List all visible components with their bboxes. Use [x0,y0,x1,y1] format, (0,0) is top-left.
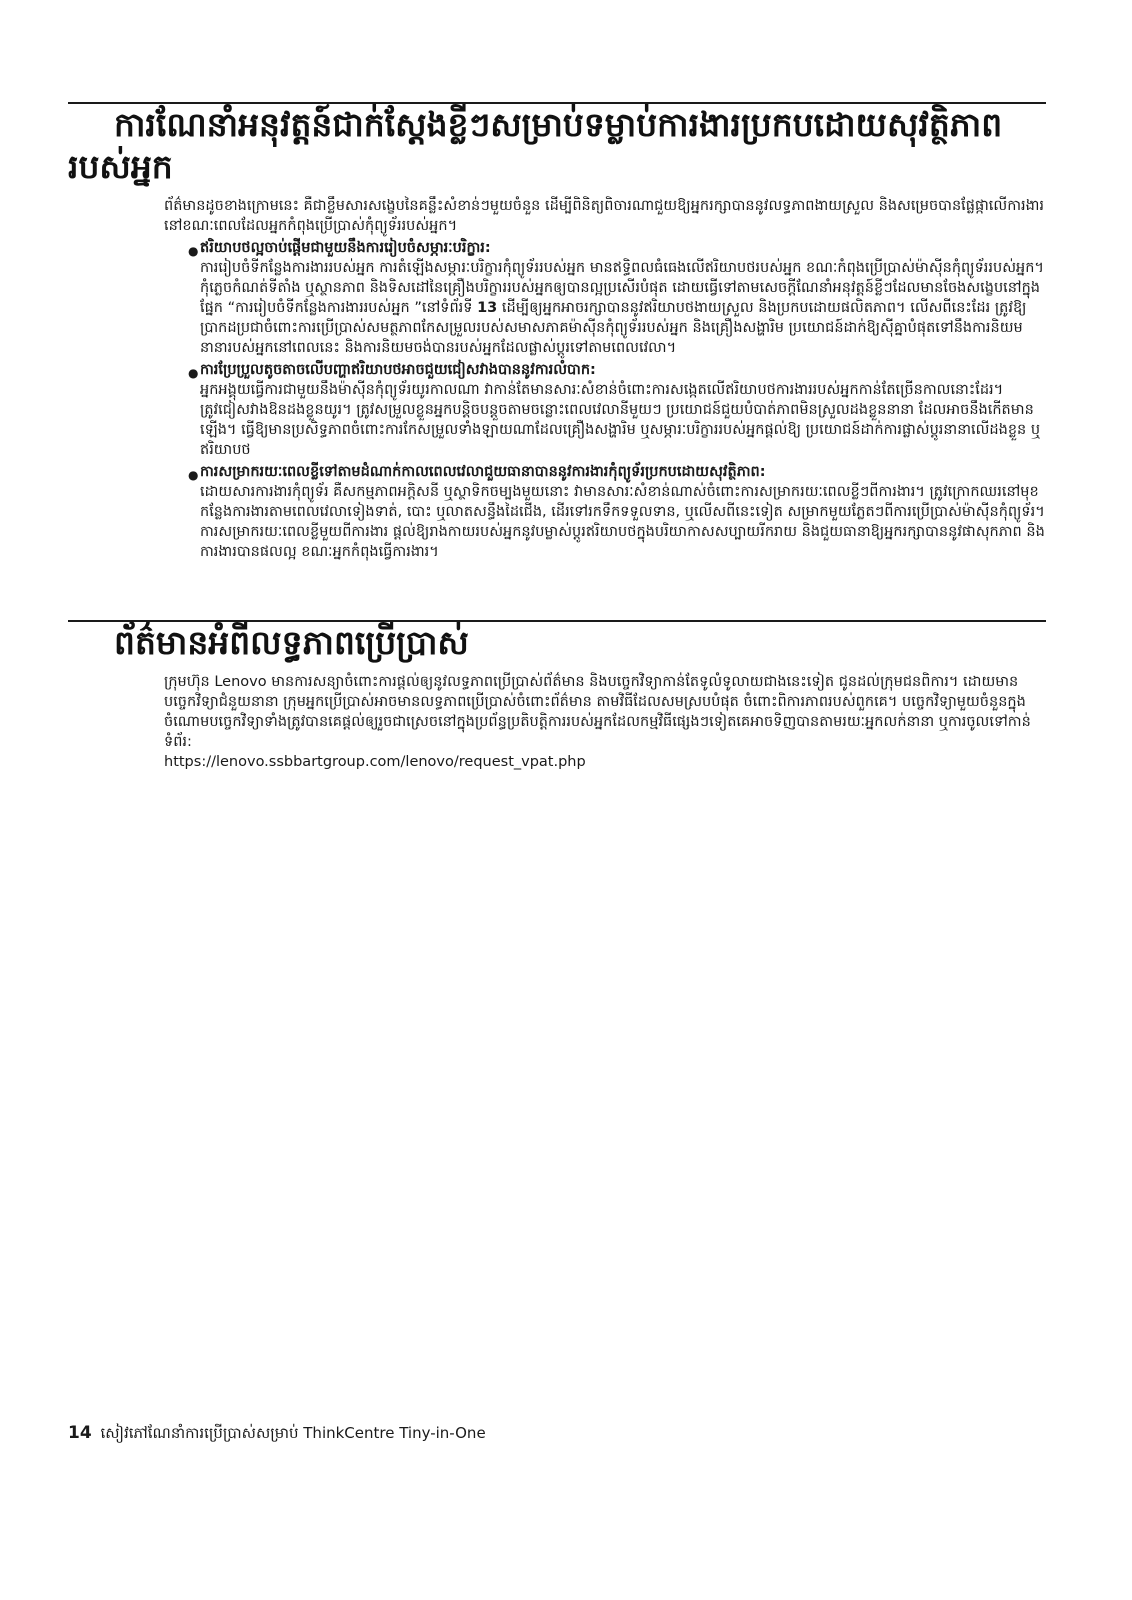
bullet-icon: ● [188,366,199,380]
tip-title: ការប្រែប្រួលតូចតាចលើបញ្ហាឥរិយាបថអាចជួយជៀសវាងបាននូវការលំបាក: [200,362,596,378]
tip-title: ឥរិយាបថល្អចាប់ផ្តើមជាមួយនឹងការរៀបចំសម្ភារៈបរិក្ខារ: [200,240,491,256]
list-item [188,238,1046,358]
accessibility-heading: ព័ត៌មានអំពីលទ្ធភាពប្រើប្រាស់ [114,623,469,662]
accessibility-text: ក្រុមហ៊ុន Lenovo មានការសន្យាចំពោះការផ្តល់ឲ្យនូវលទ្ធភាពប្រើប្រាស់ព័ត៌មាន និងបច្ចេកវិទ្យាកាន់តែទូលំទូលាយជាងនេះទៀត ជូនដល់ក្រុមជនពិការ។ ដោយមានបច្ចេកវិទ្យាជំនួយនានា ក្រុមអ្នកប្រើប្រាស់អាចមានលទ្ធភាពប្រើប្រាស់ចំពោះព័ត៌មាន តាមវិធីដែលសមស្របបំផុត ចំពោះពិការភាពរបស់ពួកគេ។ បច្ចេកវិទ្យាមួយចំនួនក្នុងចំណោមបច្ចេកវិទ្យាទាំងត្រូវបានគេផ្តល់ឲ្យរួចជាស្រេចនៅក្នុងប្រព័ន្ធប្រតិបត្តិការរបស់អ្នកដែលកម្មវិធីផ្សេងៗទៀតគេអាចទិញបានតាមរយៈអ្នកលក់នានា ឬការចូលទៅកាន់ទំព័រ: [164,674,1031,750]
ergonomics-body [164,196,1046,562]
page-reference-link[interactable]: 13 [477,300,498,316]
tip-body-before: ការរៀបចំទីកន្លែងការងាររបស់អ្នក ការតំឡើងសម្ភារៈបរិក្ខារកុំព្យូទ័ររបស់អ្នក មានឥទ្ធិពលធំធេងលើឥរិយាបថរបស់អ្នក ខណៈកំពុងប្រើប្រាស់ម៉ាស៊ីនកុំព្យូទ័ររបស់អ្នក។ កុំភ្លេចកំណត់ទីតាំង ឬស្ថានភាព និងទិសដៅនៃគ្រឿងបរិក្ខាររបស់អ្នកឲ្យបានល្អប្រសើរបំផុត ដោយធ្វើទៅតាមសេចក្តីណែនាំអនុវត្តន៍ខ្លីៗដែលមានចែងសង្ខេបនៅក្នុងផ្នែក “ការរៀបចំទីកន្លែងការងាររបស់អ្នក ”នៅទំព័រទី [200,260,1044,316]
ergonomics-intro: ព័ត៌មានដូចខាងក្រោមនេះ គឺជាខ្លឹមសារសង្ខេបនៃគន្លឹះសំខាន់ៗមួយចំនួន ដើម្បីពិនិត្យពិចារណាជួយឱ្យអ្នករក្សាបាននូវលទ្ធភាពងាយស្រួល និងសម្រេចបានផ្លែផ្កាលើការងារ នៅខណៈពេលដែលអ្នកកំពុងប្រើប្រាស់កុំព្យូទ័ររបស់អ្នក។ [164,198,1045,234]
page-footer [68,1422,486,1444]
tip-body: ដោយសារការងារកុំព្យូទ័រ គឺសកម្មភាពអក្តិសនី ឬស្ថាទិកចម្បងមួយនោះ វាមានសារៈសំខាន់ណាស់ចំពោះការសម្រាករយៈពេលខ្លីៗពីការងារ។ ត្រូវក្រោកឈរនៅមុខកន្លែងការងារតាមពេលវេលាទៀងទាត់, បោះ ឬលាតសន្ធឹងដៃជើង, ដើរទៅរកទឹកទទួលទាន, ឬលើសពីនេះទៀត សម្រាកមួយភ្លែតៗពីការប្រើប្រាស់ម៉ាស៊ីនកុំព្យូទ័រ។ ការសម្រាករយៈពេលខ្លីមួយពីការងារ ផ្តល់ឱ្យរាងកាយរបស់អ្នកនូវបម្លាស់ប្តូរឥរិយាបថក្នុងបរិយាកាសសប្បាយរីករាយ និងជួយធានាឱ្យអ្នករក្សាបាននូវផាសុកភាព និងការងារបានផលល្អ ខណៈអ្នកកំពុងធ្វើការងារ។ [200,484,1045,560]
ergonomics-tips-list [164,238,1046,562]
tip-title: ការសម្រាករយៈពេលខ្លីទៅតាមដំណាក់កាលពេលវេលាជួយធានាបាននូវការងារកុំព្យូទ័រប្រកបដោយសុវត្ថិភាព: [200,464,766,480]
list-item [188,462,1046,562]
list-item [188,360,1046,460]
tip-body [200,258,1046,358]
accessibility-section [68,620,1046,772]
ergonomics-section [68,102,1046,564]
page-number: 14 [68,1423,92,1443]
ergonomics-heading: ការណែនាំអនុវត្តន៍ជាក់ស្តែងខ្លីៗសម្រាប់ទម្លាប់ការងារប្រកបដោយសុវត្ថិភាពរបស់អ្នក [68,105,1003,186]
bullet-icon: ● [188,468,199,482]
footer-title: សៀវភៅណែនាំការប្រើប្រាស់សម្រាប់ ThinkCentre Tiny-in-One [100,1424,486,1442]
bullet-icon: ● [188,244,199,258]
vpat-url-link[interactable]: https://lenovo.ssbbartgroup.com/lenovo/request_vpat.php [164,754,586,770]
accessibility-body [164,672,1046,772]
tip-body-after: ដើម្បីឲ្យអ្នកអាចរក្សាបាននូវឥរិយាបថងាយស្រួល និងប្រកបដោយផលិតភាព។ លើសពីនេះដែរ ត្រូវឱ្យប្រាកដប្រជាចំពោះការប្រើប្រាស់សមត្ថភាពកែសម្រួលរបស់សមាសភាគម៉ាស៊ីនកុំព្យូទ័ររបស់អ្នក និងគ្រឿងសង្ហារិម ប្រយោជន៍ដាក់ឱ្យស៊ីគ្នាបំផុតទៅនឹងការនិយមនានារបស់អ្នកនៅពេលនេះ និងការនិយមចង់បានរបស់អ្នកដែលផ្លាស់ប្តូរទៅតាមពេលវេលា។ [200,300,1027,356]
tip-body: អ្នកអង្គុយធ្វើការជាមួយនឹងម៉ាស៊ីនកុំព្យូទ័រយូរកាលណា វាកាន់តែមានសារៈសំខាន់ចំពោះការសង្កេតលើឥរិយាបថការងាររបស់អ្នកកាន់តែច្រើនកាលនោះដែរ។ ត្រូវជៀសវាងឱនដងខ្លួនយូរ។ ត្រូវសម្រួលខ្លួនអ្នកបន្តិចបន្តួចតាមចន្លោះពេលវេលានីមួយៗ ប្រយោជន៍ជួយបំបាត់ភាពមិនស្រួលដងខ្លួននានា ដែលអាចនឹងកើតមានឡើង។ ធ្វើឱ្យមានប្រសិទ្ធភាពចំពោះការកែសម្រួលទាំងឡាយណាដែលគ្រឿងសង្ហារិម ឬសម្ភារៈបរិក្ខាររបស់អ្នកផ្តល់ឱ្យ ប្រយោជន៍ដាក់ការផ្លាស់ប្តូរនានាលើដងខ្លួន ឬឥរិយាបថ [200,382,1041,458]
